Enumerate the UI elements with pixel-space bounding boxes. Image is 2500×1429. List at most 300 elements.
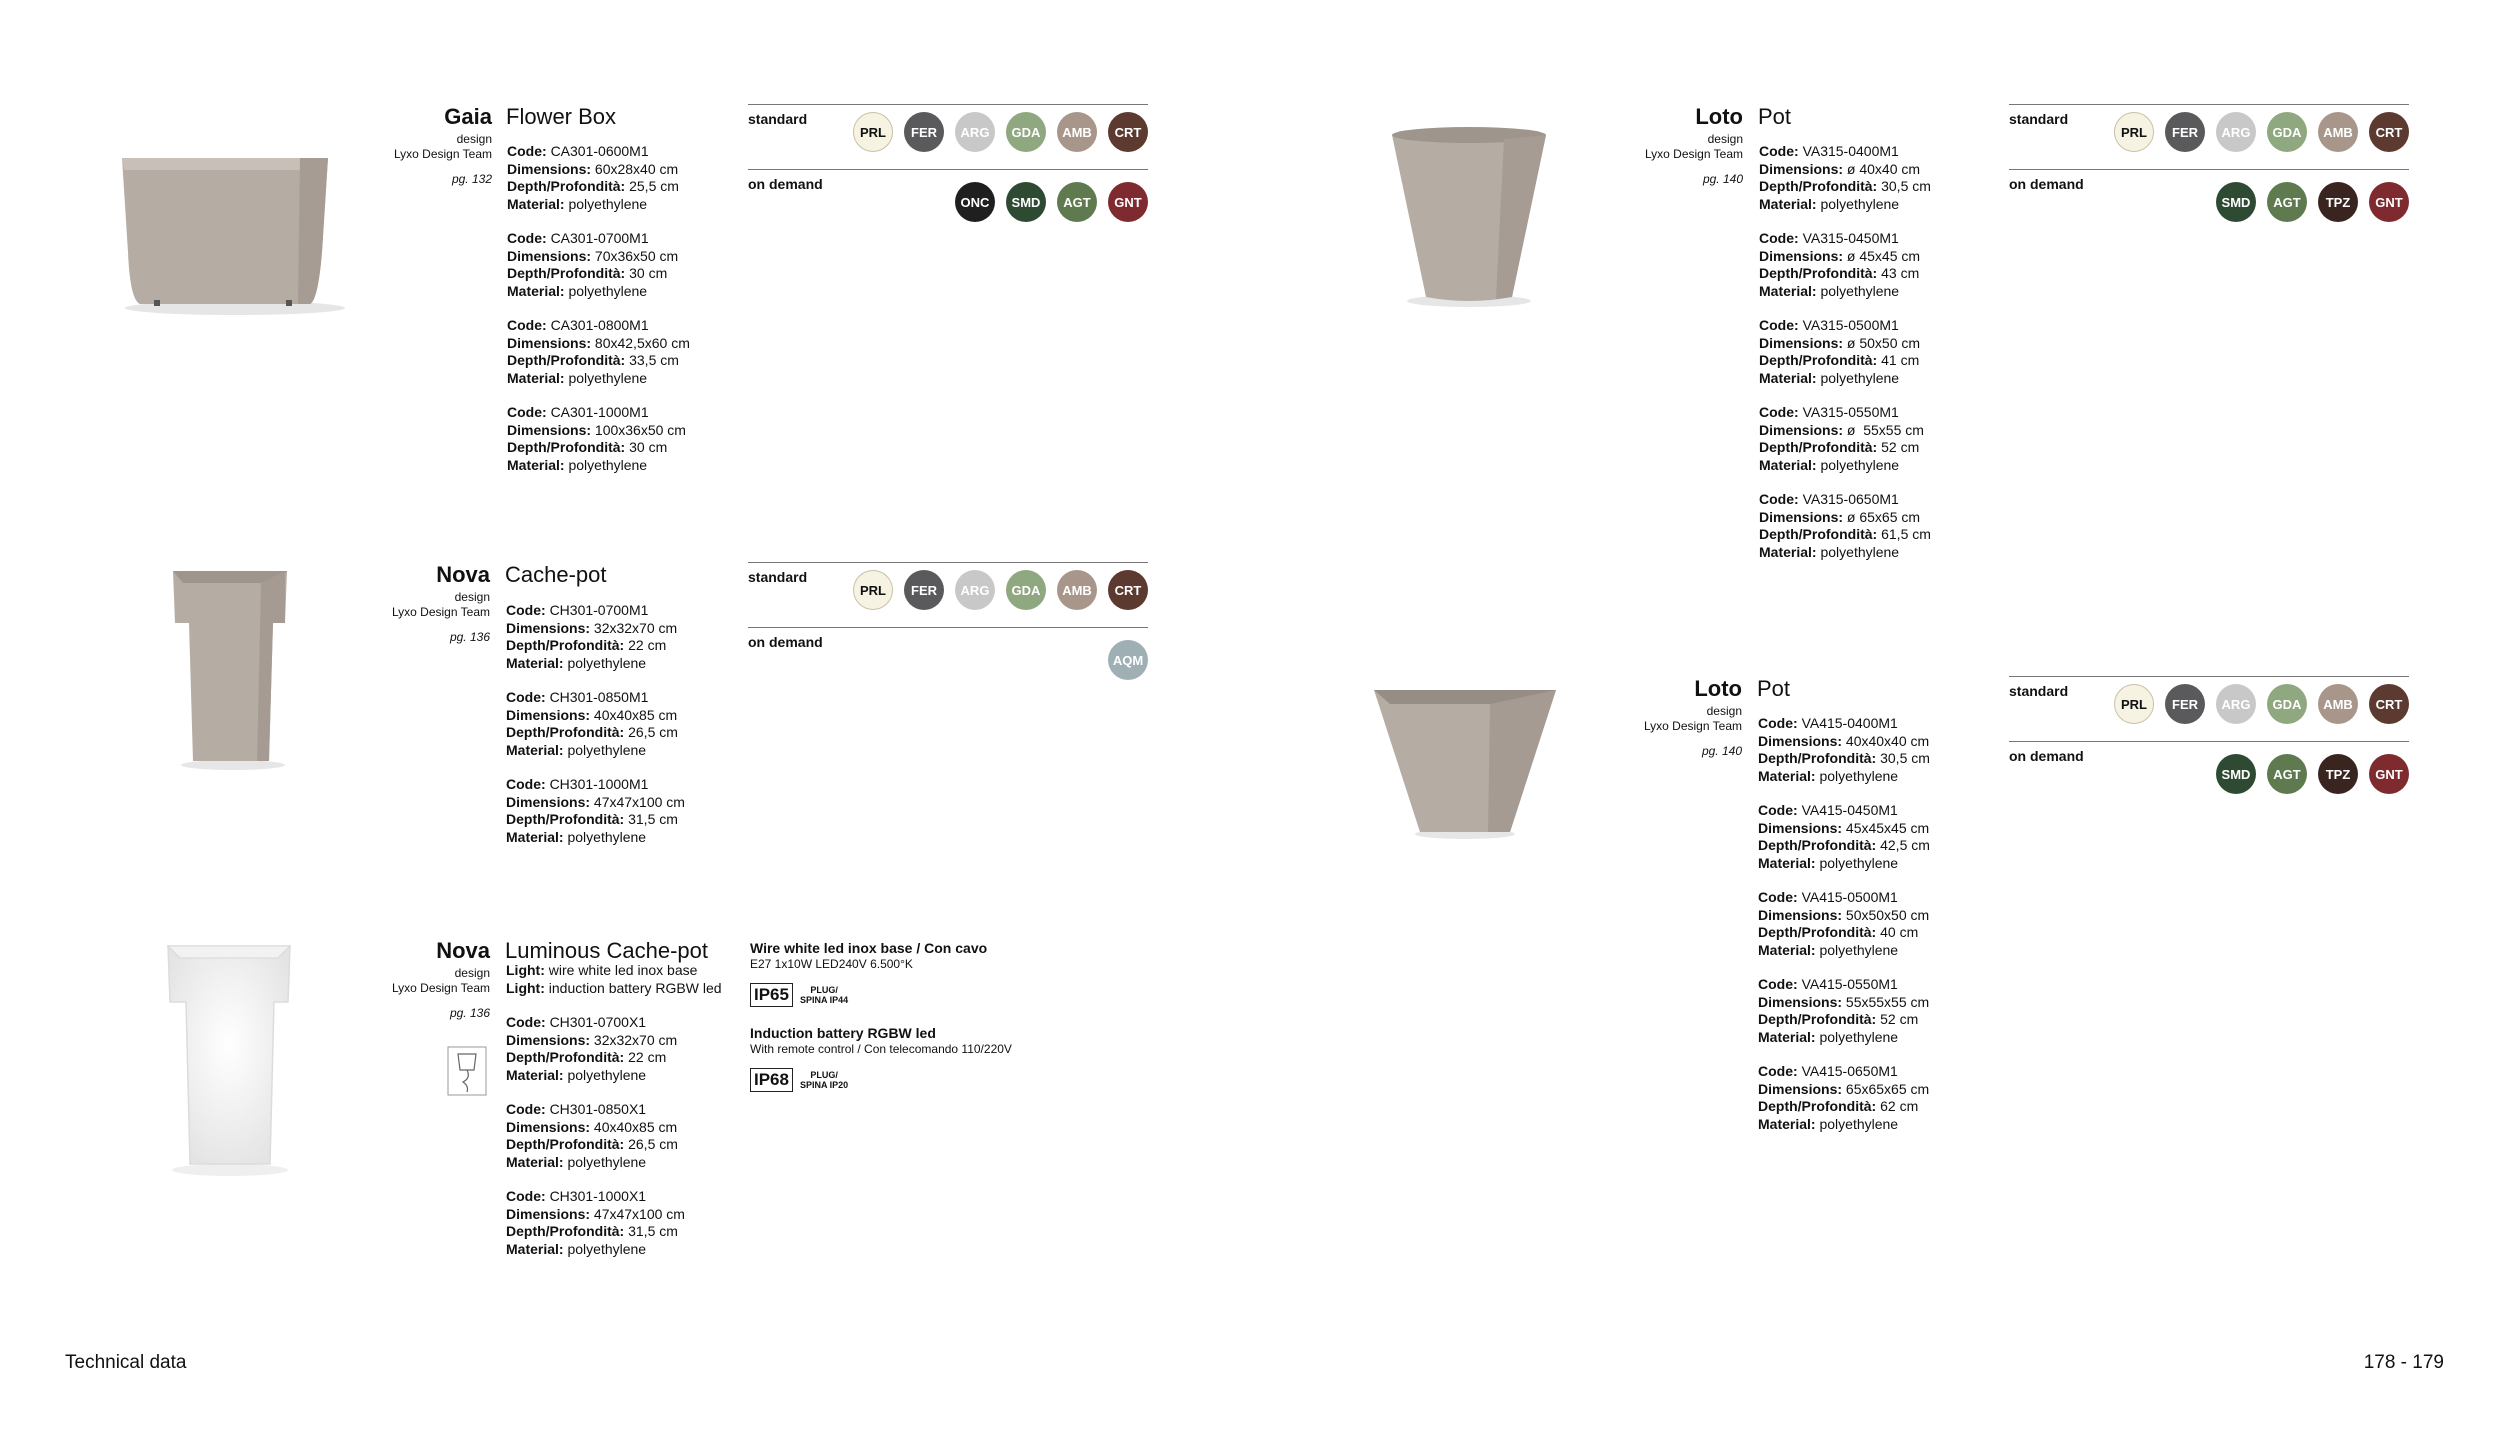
material-value: polyethylene <box>1819 1028 1899 1045</box>
depth-value: 30 cm <box>629 439 668 455</box>
material-label: Material: <box>1759 282 1817 299</box>
material-value: polyethylene <box>1820 369 1900 386</box>
color-swatch[interactable]: AQM <box>1108 640 1148 680</box>
depth-value: 30,5 cm <box>1881 178 1931 194</box>
nova-cache-pot-image <box>165 565 295 780</box>
code-label: Code: <box>506 689 546 705</box>
product-brand: Loto <box>1694 676 1742 701</box>
design-label: design <box>454 590 490 604</box>
code-value: CH301-0700M1 <box>549 602 649 618</box>
material-value: polyethylene <box>567 1153 647 1170</box>
product-brand: Nova <box>436 938 490 963</box>
depth-label: Depth/Profondità: <box>507 178 626 194</box>
page-reference: pg. 132 <box>451 172 492 186</box>
code-label: Code: <box>506 776 546 792</box>
dimensions-label: Dimensions: <box>506 706 591 723</box>
dimensions-value: 40x40x40 cm <box>1845 732 1930 749</box>
color-swatch[interactable]: SMD <box>2216 754 2256 794</box>
material-label: Material: <box>507 195 565 212</box>
depth-label: Depth/Profondità: <box>507 352 626 368</box>
spec-list <box>506 1014 685 1275</box>
product-header <box>392 938 490 1021</box>
material-value: polyethylene <box>567 1240 647 1257</box>
standard-label: standard <box>748 569 808 585</box>
code-value: CA301-0800M1 <box>550 317 649 333</box>
code-value: CA301-1000M1 <box>550 404 649 420</box>
color-swatch[interactable]: AMB <box>2318 684 2358 724</box>
design-team: Lyxo Design Team <box>393 147 492 161</box>
depth-label: Depth/Profondità: <box>1759 265 1878 281</box>
depth-value: 33,5 cm <box>629 352 679 368</box>
dimensions-label: Dimensions: <box>1759 160 1844 177</box>
ip-badge: IP68 <box>750 1068 793 1092</box>
color-swatch[interactable]: CRT <box>1108 112 1148 152</box>
depth-value: 30,5 cm <box>1880 750 1930 766</box>
depth-value: 62 cm <box>1880 1098 1919 1114</box>
nova-luminous-cache-pot-image <box>160 940 300 1185</box>
plug-label <box>800 1070 848 1090</box>
code-value: CH301-0850X1 <box>549 1101 647 1117</box>
depth-label: Depth/Profondità: <box>506 637 625 653</box>
spec-block <box>1758 1063 1930 1133</box>
material-value: polyethylene <box>1820 282 1900 299</box>
depth-value: 31,5 cm <box>628 1223 678 1239</box>
color-swatch[interactable]: SMD <box>2216 182 2256 222</box>
code-value: VA415-0500M1 <box>1801 889 1898 905</box>
design-team: Lyxo Design Team <box>1643 719 1742 733</box>
dimensions-label: Dimensions: <box>1759 247 1844 264</box>
dimensions-label: Dimensions: <box>506 793 591 810</box>
code-value: VA315-0650M1 <box>1802 491 1899 507</box>
dimensions-value: 40x40x85 cm <box>593 1118 678 1135</box>
depth-label: Depth/Profondità: <box>1758 1098 1877 1114</box>
code-label: Code: <box>1759 230 1799 246</box>
dimensions-label: Dimensions: <box>1758 1080 1843 1097</box>
dimensions-value: ø 50x50 cm <box>1846 334 1921 351</box>
material-value: polyethylene <box>1820 195 1900 212</box>
dimensions-label: Dimensions: <box>1758 906 1843 923</box>
depth-value: 52 cm <box>1880 1011 1919 1027</box>
color-swatch[interactable]: GNT <box>2369 182 2409 222</box>
color-swatch[interactable]: ARG <box>2216 684 2256 724</box>
material-label: Material: <box>1758 941 1816 958</box>
code-value: CA301-0700M1 <box>550 230 649 246</box>
code-label: Code: <box>507 404 547 420</box>
swatch-list <box>2103 684 2409 724</box>
dimensions-value: ø 45x45 cm <box>1846 247 1921 264</box>
page-reference: pg. 136 <box>449 630 490 644</box>
on-demand-label: on demand <box>748 176 823 192</box>
on-demand-colors-row <box>2009 741 2409 806</box>
code-label: Code: <box>507 143 547 159</box>
material-label: Material: <box>1758 767 1816 784</box>
code-value: CH301-0850M1 <box>549 689 649 705</box>
light-value: induction battery RGBW led <box>548 979 722 996</box>
depth-value: 40 cm <box>1880 924 1919 940</box>
depth-label: Depth/Profondità: <box>506 1223 625 1239</box>
page-reference: pg. 140 <box>1702 172 1743 186</box>
color-swatch[interactable]: ONC <box>955 182 995 222</box>
dimensions-label: Dimensions: <box>506 619 591 636</box>
standard-label: standard <box>2009 683 2069 699</box>
spec-block <box>1759 143 1931 213</box>
material-value: polyethylene <box>1819 1115 1899 1132</box>
color-swatch[interactable]: AGT <box>2267 754 2307 794</box>
color-swatch[interactable]: GNT <box>2369 754 2409 794</box>
color-swatch[interactable]: GDA <box>2267 112 2307 152</box>
code-value: CH301-0700X1 <box>549 1014 647 1030</box>
spec-list <box>1759 143 1931 578</box>
color-swatch[interactable]: AMB <box>1057 570 1097 610</box>
depth-label: Depth/Profondità: <box>506 811 625 827</box>
standard-label: standard <box>2009 111 2069 127</box>
color-swatch[interactable]: AGT <box>1057 182 1097 222</box>
depth-value: 25,5 cm <box>629 178 679 194</box>
depth-value: 26,5 cm <box>628 1136 678 1152</box>
code-value: CH301-1000X1 <box>549 1188 647 1204</box>
color-swatch[interactable]: AMB <box>2318 112 2358 152</box>
design-team: Lyxo Design Team <box>391 605 490 619</box>
material-label: Material: <box>506 654 564 671</box>
dimensions-label: Dimensions: <box>506 1118 591 1135</box>
product-type: Pot <box>1758 104 1792 129</box>
plug-label-line: SPINA IP44 <box>799 995 849 1005</box>
color-swatch[interactable]: PRL <box>2114 684 2154 724</box>
material-label: Material: <box>507 456 565 473</box>
material-value: polyethylene <box>568 456 648 473</box>
product-type: Luminous Cache-pot <box>505 938 709 963</box>
code-value: VA415-0450M1 <box>1801 802 1898 818</box>
product-type: Flower Box <box>506 104 617 129</box>
spec-block <box>1759 230 1931 300</box>
material-value: polyethylene <box>567 654 647 671</box>
material-label: Material: <box>507 369 565 386</box>
depth-label: Depth/Profondità: <box>1758 1011 1877 1027</box>
color-swatch[interactable]: CRT <box>2369 112 2409 152</box>
dimensions-value: 40x40x85 cm <box>593 706 678 723</box>
on-demand-label: on demand <box>2009 748 2084 764</box>
product-brand: Nova <box>436 562 490 587</box>
color-swatch[interactable]: CRT <box>1108 570 1148 610</box>
swatch-list <box>842 570 1148 610</box>
material-value: polyethylene <box>1820 456 1900 473</box>
dimensions-label: Dimensions: <box>1759 421 1844 438</box>
light-value: wire white led inox base <box>548 962 698 978</box>
code-label: Code: <box>506 1101 546 1117</box>
code-value: VA415-0550M1 <box>1801 976 1898 992</box>
depth-label: Depth/Profondità: <box>1759 439 1878 455</box>
depth-label: Depth/Profondità: <box>507 439 626 455</box>
swatch-list <box>2205 754 2409 794</box>
color-options <box>748 104 1148 234</box>
material-value: polyethylene <box>568 369 648 386</box>
material-label: Material: <box>506 828 564 845</box>
code-label: Code: <box>506 1014 546 1030</box>
lighting-option <box>750 940 1012 1007</box>
spec-block <box>506 1014 685 1084</box>
code-label: Code: <box>1759 143 1799 159</box>
material-label: Material: <box>506 1240 564 1257</box>
depth-label: Depth/Profondità: <box>1759 526 1878 542</box>
color-swatch[interactable]: CRT <box>2369 684 2409 724</box>
color-swatch[interactable]: AMB <box>1057 112 1097 152</box>
standard-label: standard <box>748 111 808 127</box>
depth-label: Depth/Profondità: <box>1758 837 1877 853</box>
light-list <box>506 962 722 997</box>
depth-value: 42,5 cm <box>1880 837 1930 853</box>
on-demand-label: on demand <box>2009 176 2084 192</box>
color-options <box>2009 104 2409 234</box>
color-swatch[interactable]: FER <box>904 570 944 610</box>
material-label: Material: <box>506 1153 564 1170</box>
standard-colors-row <box>748 562 1148 627</box>
standard-colors-row <box>2009 104 2409 169</box>
depth-label: Depth/Profondità: <box>1758 750 1877 766</box>
spec-block <box>506 1188 685 1258</box>
dimensions-value: 45x45x45 cm <box>1845 819 1930 836</box>
product-header <box>392 562 490 645</box>
material-label: Material: <box>507 282 565 299</box>
color-swatch[interactable]: ARG <box>2216 112 2256 152</box>
color-options <box>2009 676 2409 806</box>
spec-block <box>507 230 690 300</box>
code-label: Code: <box>1758 715 1798 731</box>
spec-block <box>1758 802 1930 872</box>
lighting-subtitle: With remote control / Con telecomando 110/220V <box>750 1042 1012 1056</box>
page-numbers: 178 - 179 <box>2363 1352 2444 1373</box>
dimensions-value: 47x47x100 cm <box>593 793 685 810</box>
material-value: polyethylene <box>1820 543 1900 560</box>
material-value: polyethylene <box>568 195 648 212</box>
depth-value: 52 cm <box>1881 439 1920 455</box>
color-swatch[interactable]: AGT <box>2267 182 2307 222</box>
code-label: Code: <box>1759 491 1799 507</box>
ip-rating <box>750 1068 1012 1092</box>
color-swatch[interactable]: GDA <box>1006 112 1046 152</box>
dimensions-label: Dimensions: <box>507 160 592 177</box>
plug-label-line: PLUG/ <box>810 1070 838 1080</box>
plug-label-line: PLUG/ <box>810 985 838 995</box>
color-options <box>748 562 1148 692</box>
product-header <box>1645 104 1743 187</box>
code-value: VA315-0550M1 <box>1802 404 1899 420</box>
code-label: Code: <box>507 230 547 246</box>
ip-rating <box>750 983 1012 1007</box>
dimensions-value: 47x47x100 cm <box>593 1205 685 1222</box>
lighting-title: Wire white led inox base / Con cavo <box>750 940 988 956</box>
dimensions-value: 80x42,5x60 cm <box>594 334 690 351</box>
material-value: polyethylene <box>567 1066 647 1083</box>
dimensions-value: 60x28x40 cm <box>594 160 679 177</box>
material-label: Material: <box>506 1066 564 1083</box>
depth-value: 31,5 cm <box>628 811 678 827</box>
color-swatch[interactable]: TPZ <box>2318 182 2358 222</box>
spec-block <box>1758 715 1930 785</box>
material-label: Material: <box>1758 1115 1816 1132</box>
dimensions-value: 50x50x50 cm <box>1845 906 1930 923</box>
color-swatch[interactable]: PRL <box>2114 112 2154 152</box>
material-label: Material: <box>506 741 564 758</box>
dimensions-value: ø 40x40 cm <box>1846 160 1921 177</box>
product-header <box>394 104 492 187</box>
material-label: Material: <box>1758 854 1816 871</box>
light-label: Light: <box>506 962 545 978</box>
dimensions-value: 32x32x70 cm <box>593 1031 678 1048</box>
design-team: Lyxo Design Team <box>391 981 490 995</box>
loto-square-pot-image <box>1370 682 1560 847</box>
code-value: CH301-1000M1 <box>549 776 649 792</box>
color-swatch[interactable]: SMD <box>1006 182 1046 222</box>
dimensions-label: Dimensions: <box>1758 732 1843 749</box>
design-label: design <box>1706 704 1742 718</box>
depth-label: Depth/Profondità: <box>506 1049 625 1065</box>
dimensions-label: Dimensions: <box>506 1031 591 1048</box>
code-value: VA315-0500M1 <box>1802 317 1899 333</box>
color-swatch[interactable]: FER <box>2165 684 2205 724</box>
code-value: VA415-0400M1 <box>1801 715 1898 731</box>
dimensions-value: ø 65x65 cm <box>1846 508 1921 525</box>
code-label: Code: <box>1758 976 1798 992</box>
spec-list <box>506 602 685 863</box>
spec-block <box>506 776 685 846</box>
swatch-list <box>944 182 1148 222</box>
plug-label-line: SPINA IP20 <box>799 1080 849 1090</box>
code-value: VA315-0400M1 <box>1802 143 1899 159</box>
dimensions-value: 65x65x65 cm <box>1845 1080 1930 1097</box>
product-brand: Gaia <box>444 104 492 129</box>
code-value: VA315-0450M1 <box>1802 230 1899 246</box>
code-label: Code: <box>1758 802 1798 818</box>
code-label: Code: <box>1759 317 1799 333</box>
material-label: Material: <box>1759 456 1817 473</box>
lighting-title: Induction battery RGBW led <box>750 1025 936 1041</box>
on-demand-label: on demand <box>748 634 823 650</box>
code-value: VA415-0650M1 <box>1801 1063 1898 1079</box>
lighting-info <box>750 940 1012 1092</box>
spec-block <box>506 1101 685 1171</box>
design-label: design <box>1707 132 1743 146</box>
code-value: CA301-0600M1 <box>550 143 649 159</box>
dimensions-value: 32x32x70 cm <box>593 619 678 636</box>
swatch-list <box>2205 182 2409 222</box>
depth-label: Depth/Profondità: <box>506 724 625 740</box>
dimensions-label: Dimensions: <box>1758 993 1843 1010</box>
material-label: Material: <box>1758 1028 1816 1045</box>
spec-block <box>506 689 685 759</box>
product-brand: Loto <box>1695 104 1743 129</box>
dimensions-label: Dimensions: <box>507 334 592 351</box>
depth-value: 61,5 cm <box>1881 526 1931 542</box>
spec-block <box>1758 889 1930 959</box>
spec-block <box>507 317 690 387</box>
swatch-list <box>2103 112 2409 152</box>
material-value: polyethylene <box>1819 767 1899 784</box>
spec-block <box>1759 491 1931 561</box>
color-swatch[interactable]: FER <box>2165 112 2205 152</box>
code-label: Code: <box>506 602 546 618</box>
color-swatch[interactable]: TPZ <box>2318 754 2358 794</box>
design-label: design <box>454 966 490 980</box>
material-value: polyethylene <box>1819 941 1899 958</box>
code-label: Code: <box>1758 889 1798 905</box>
depth-label: Depth/Profondità: <box>1759 178 1878 194</box>
dimensions-label: Dimensions: <box>1759 334 1844 351</box>
standard-colors-row <box>748 104 1148 169</box>
ip-badge: IP65 <box>750 983 793 1007</box>
spec-block <box>1758 976 1930 1046</box>
page-reference: pg. 140 <box>1701 744 1742 758</box>
on-demand-colors-row <box>748 627 1148 692</box>
color-swatch[interactable]: ARG <box>955 112 995 152</box>
lighting-subtitle: E27 1x10W LED240V 6.500°K <box>750 957 913 971</box>
product-type: Pot <box>1757 676 1791 701</box>
depth-label: Depth/Profondità: <box>506 1136 625 1152</box>
material-label: Material: <box>1759 369 1817 386</box>
spec-block <box>506 602 685 672</box>
color-swatch[interactable]: ARG <box>955 570 995 610</box>
depth-value: 26,5 cm <box>628 724 678 740</box>
dimensions-value: ø 55x55 cm <box>1846 421 1924 438</box>
on-demand-colors-row <box>2009 169 2409 234</box>
spec-block <box>507 404 690 474</box>
light-label: Light: <box>506 979 545 996</box>
depth-value: 30 cm <box>629 265 668 281</box>
product-type: Cache-pot <box>505 562 607 587</box>
spec-block <box>1759 404 1931 474</box>
color-swatch[interactable]: FER <box>904 112 944 152</box>
material-label: Material: <box>1759 543 1817 560</box>
material-value: polyethylene <box>568 282 648 299</box>
code-label: Code: <box>507 317 547 333</box>
gaia-flower-box-image <box>110 140 350 325</box>
depth-value: 22 cm <box>628 637 667 653</box>
depth-value: 41 cm <box>1881 352 1920 368</box>
color-swatch[interactable]: GNT <box>1108 182 1148 222</box>
lighting-option <box>750 1025 1012 1092</box>
plug-label <box>800 985 848 1005</box>
depth-label: Depth/Profondità: <box>1759 352 1878 368</box>
dimensions-value: 55x55x55 cm <box>1845 993 1930 1010</box>
dimensions-label: Dimensions: <box>1759 508 1844 525</box>
code-label: Code: <box>506 1188 546 1204</box>
material-value: polyethylene <box>567 828 647 845</box>
section-title: Technical data <box>65 1352 187 1373</box>
spec-list <box>1758 715 1930 1150</box>
dimensions-value: 100x36x50 cm <box>594 421 686 438</box>
color-swatch[interactable]: PRL <box>853 112 893 152</box>
dimensions-label: Dimensions: <box>506 1205 591 1222</box>
dimensions-label: Dimensions: <box>507 421 592 438</box>
page-reference: pg. 136 <box>449 1006 490 1020</box>
material-label: Material: <box>1759 195 1817 212</box>
product-header <box>1644 676 1742 759</box>
color-swatch[interactable]: GDA <box>1006 570 1046 610</box>
depth-value: 43 cm <box>1881 265 1920 281</box>
color-swatch[interactable]: PRL <box>853 570 893 610</box>
color-swatch[interactable]: GDA <box>2267 684 2307 724</box>
dimensions-label: Dimensions: <box>507 247 592 264</box>
depth-label: Depth/Profondità: <box>507 265 626 281</box>
spec-block <box>507 143 690 213</box>
dimensions-label: Dimensions: <box>1758 819 1843 836</box>
code-label: Code: <box>1758 1063 1798 1079</box>
spec-list <box>507 143 690 491</box>
design-team: Lyxo Design Team <box>1644 147 1743 161</box>
loto-round-pot-image <box>1384 125 1554 315</box>
swatch-list <box>1097 640 1148 680</box>
lamp-icon <box>447 1046 487 1101</box>
standard-colors-row <box>2009 676 2409 741</box>
